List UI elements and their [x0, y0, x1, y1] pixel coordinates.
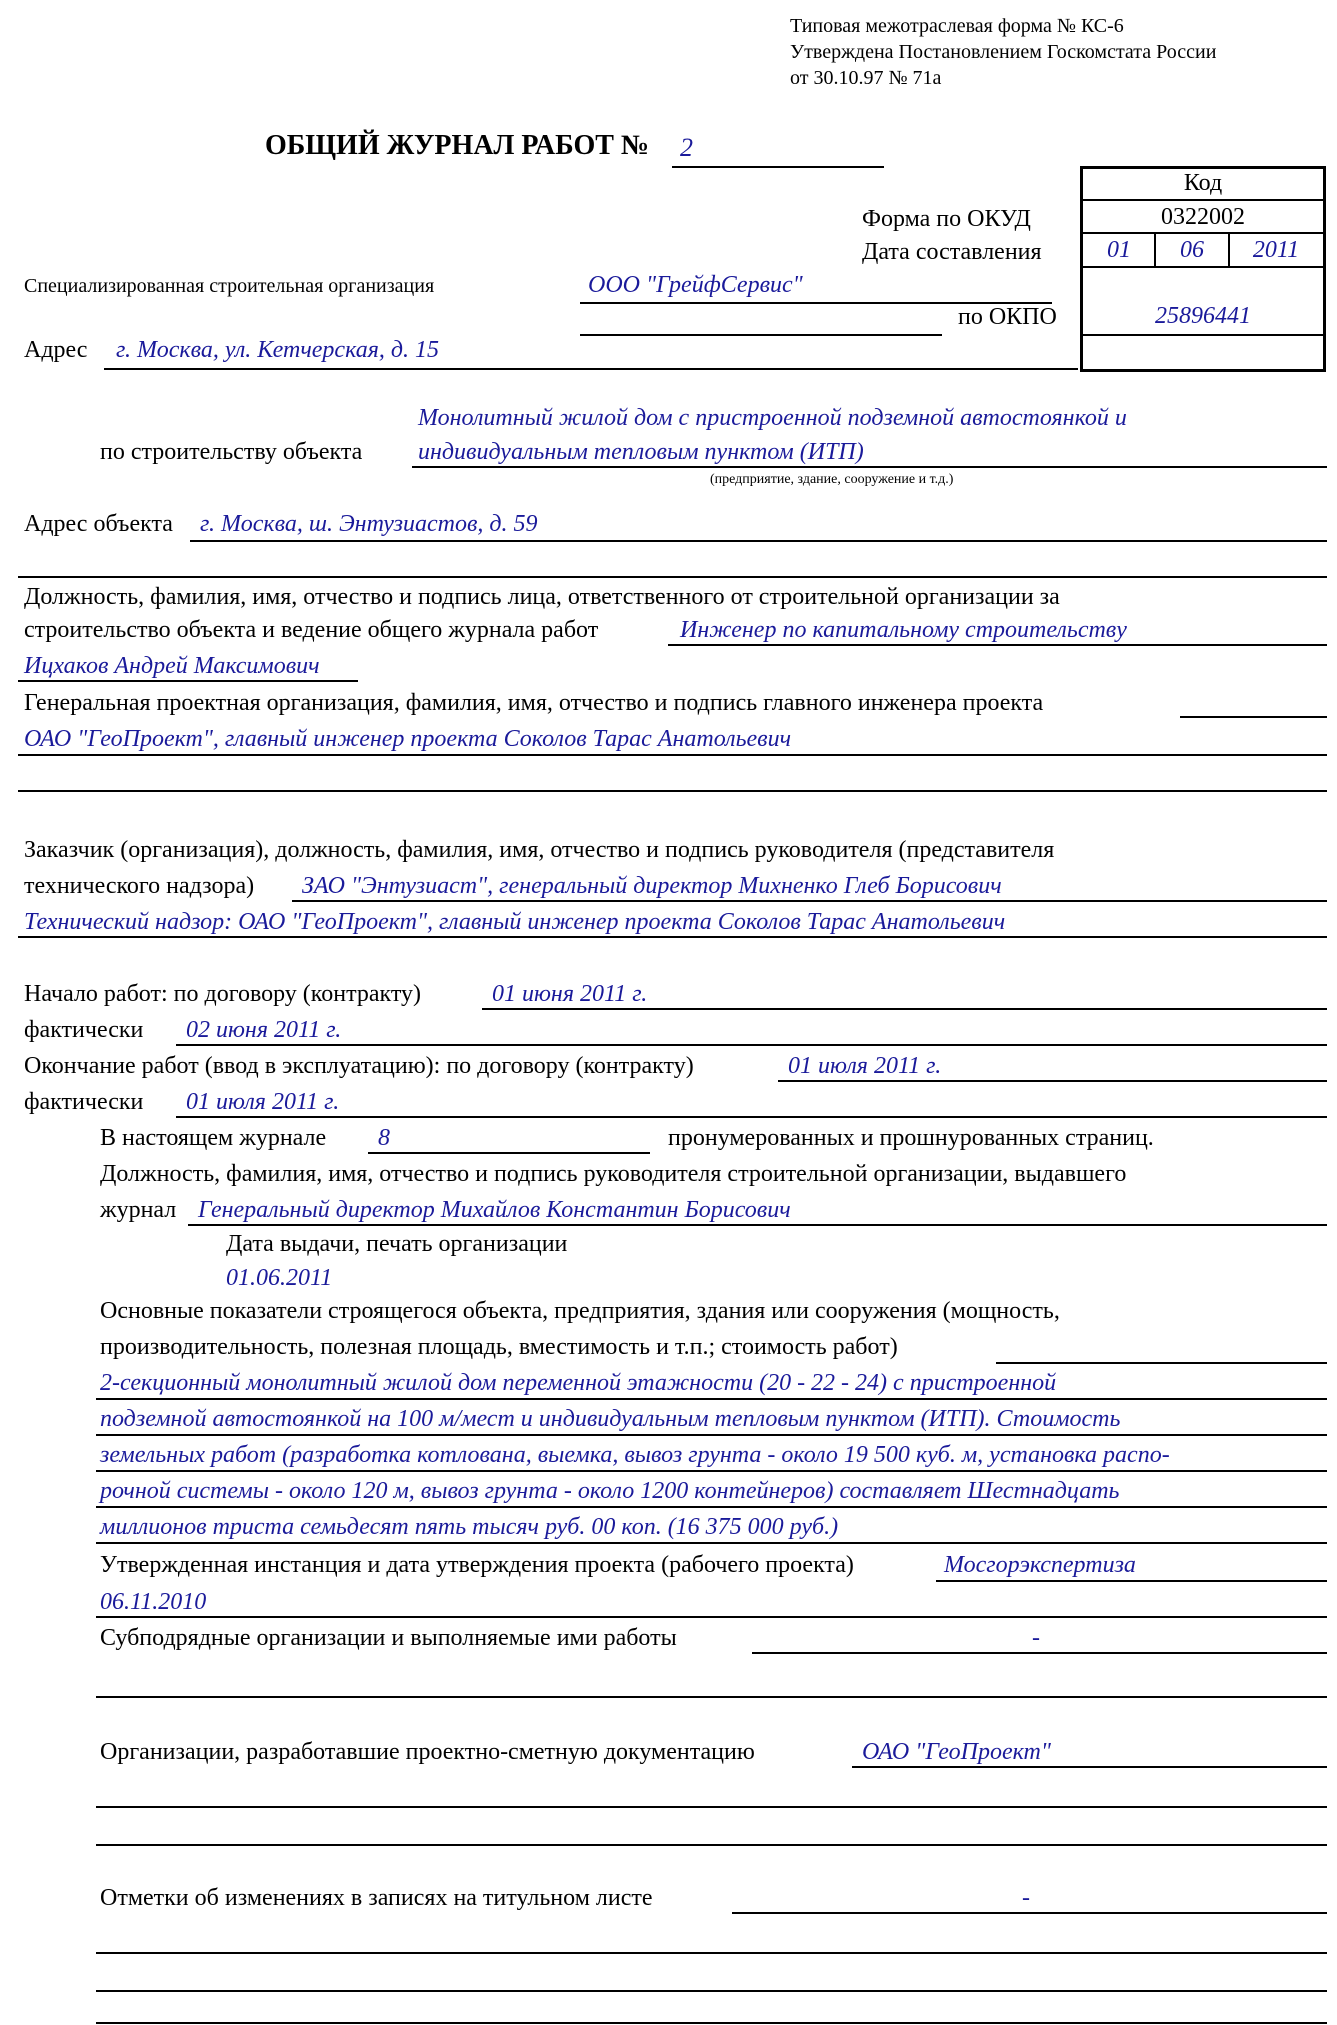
date-day[interactable]: 01 [1107, 237, 1131, 263]
issuer-line [188, 1224, 1327, 1226]
design-docs-line-3 [96, 1844, 1327, 1846]
subcontractors-line-2 [96, 1696, 1327, 1698]
pages-suffix: пронумерованных и прошнурованных страниц. [668, 1125, 1154, 1151]
organization-line-2 [580, 334, 942, 336]
organization-value[interactable]: ООО "ГрейфСервис" [588, 272, 803, 298]
approval-label: Утвержденная инстанция и дата утверждения проекта (рабочего проекта) [100, 1552, 854, 1578]
subcontractors-value[interactable]: - [1032, 1625, 1040, 1651]
address-value[interactable]: г. Москва, ул. Кетчерская, д. 15 [116, 337, 439, 363]
changes-line-2 [96, 1952, 1327, 1954]
changes-line [732, 1912, 1327, 1914]
indicators-line [96, 1398, 1327, 1400]
responsible-value-line2[interactable]: Ицхаков Андрей Максимович [24, 653, 320, 679]
organization-label: Специализированная строительная организация [24, 275, 435, 297]
address-label: Адрес [24, 337, 88, 363]
end-actual-line [176, 1116, 1327, 1118]
object-hint: (предприятие, здание, сооружение и т.д.) [710, 472, 954, 487]
object-address-value[interactable]: г. Москва, ш. Энтузиастов, д. 59 [200, 511, 538, 537]
end-actual[interactable]: 01 июля 2011 г. [186, 1089, 340, 1115]
pages-value[interactable]: 8 [378, 1125, 390, 1151]
code-row-divider [1080, 266, 1326, 268]
responsible-line-2 [18, 680, 358, 682]
indicators-label-line2: производительность, полезная площадь, вместимость и т.п.; стоимость работ) [100, 1334, 898, 1360]
issuer-label-line2: журнал [100, 1197, 177, 1223]
start-contract-line [482, 1008, 1327, 1010]
responsible-line [668, 644, 1327, 646]
indicators-line [996, 1362, 1327, 1364]
code-header: Код [1183, 170, 1223, 196]
responsible-label-line2: строительство объекта и ведение общего журнала работ [24, 617, 599, 643]
responsible-label-line1: Должность, фамилия, имя, отчество и подпись лица, ответственного от строительной организации за [24, 584, 1060, 610]
issue-date-value[interactable]: 01.06.2011 [226, 1265, 333, 1291]
customer-label-line2: технического надзора) [24, 873, 255, 899]
changes-line-4 [96, 2022, 1327, 2024]
object-address-label: Адрес объекта [24, 511, 173, 537]
design-org-value[interactable]: ОАО "ГеоПроект", главный инженер проекта Соколов Тарас Анатольевич [24, 726, 792, 752]
pages-label: В настоящем журнале [100, 1125, 327, 1151]
object-value-line1[interactable]: Монолитный жилой дом с пристроенной подземной автостоянкой и [418, 405, 1127, 431]
customer-value-line2[interactable]: Технический надзор: ОАО "ГеоПроект", главный инженер проекта Соколов Тарас Анатольевич [24, 909, 1006, 935]
indicators-line [96, 1506, 1327, 1508]
organization-line [580, 302, 1052, 304]
start-contract[interactable]: 01 июня 2011 г. [492, 981, 648, 1007]
issuer-label-line1: Должность, фамилия, имя, отчество и подпись руководителя строительной организации, выдавшего [100, 1161, 1127, 1187]
design-org-label: Генеральная проектная организация, фамилия, имя, отчество и подпись главного инженера проекта [24, 690, 1044, 716]
start-actual[interactable]: 02 июня 2011 г. [186, 1017, 342, 1043]
design-docs-line [852, 1766, 1327, 1768]
approval-value[interactable]: Мосгорэкспертиза [944, 1552, 1136, 1578]
design-org-line-end [1180, 716, 1327, 718]
date-label: Дата составления [862, 239, 1042, 265]
okud-label: Форма по ОКУД [862, 206, 1031, 232]
indicators-line [96, 1434, 1327, 1436]
design-docs-value[interactable]: ОАО "ГеоПроект" [862, 1739, 1051, 1765]
start-label: Начало работ: по договору (контракту) [24, 981, 422, 1007]
customer-label-line1: Заказчик (организация), должность, фамилия, имя, отчество и подпись руководителя (представителя [24, 837, 1055, 863]
indicators-text[interactable]: земельных работ (разработка котлована, выемка, вывоз грунта - около 19 500 куб. м, установка распо- [100, 1442, 1170, 1468]
blank-line [18, 576, 1327, 578]
customer-line-2 [18, 936, 1327, 938]
indicators-label-line1: Основные показатели строящегося объекта, предприятия, здания или сооружения (мощность, [100, 1298, 1060, 1324]
start-actual-line [176, 1044, 1327, 1046]
address-line [104, 368, 1078, 370]
form-date-line: от 30.10.97 № 71а [790, 67, 942, 89]
code-row-divider [1080, 334, 1326, 336]
indicators-text[interactable]: рочной системы - около 120 м, вывоз грунта - около 1200 контейнеров) составляет Шестнадцать [100, 1478, 1120, 1504]
object-label: по строительству объекта [100, 439, 363, 465]
end-actual-label: фактически [24, 1089, 144, 1115]
end-contract-line [778, 1080, 1327, 1082]
issuer-value[interactable]: Генеральный директор Михайлов Константин Борисович [198, 1197, 791, 1223]
journal-number-line [672, 166, 884, 168]
changes-label: Отметки об изменениях в записях на титульном листе [100, 1885, 653, 1911]
approval-date[interactable]: 06.11.2010 [100, 1589, 207, 1615]
design-docs-line-2 [96, 1806, 1327, 1808]
object-value-line2[interactable]: индивидуальным тепловым пунктом (ИТП) [418, 439, 864, 465]
object-line [412, 466, 1327, 468]
form-approval-line: Утверждена Постановлением Госкомстата России [790, 41, 1217, 63]
approval-line [936, 1580, 1327, 1582]
start-actual-label: фактически [24, 1017, 144, 1043]
page-title: ОБЩИЙ ЖУРНАЛ РАБОТ № [265, 130, 650, 161]
journal-number[interactable]: 2 [680, 133, 693, 162]
okpo-value[interactable]: 25896441 [1155, 303, 1251, 329]
indicators-line [96, 1470, 1327, 1472]
date-year[interactable]: 2011 [1252, 237, 1300, 263]
approval-line-2 [96, 1616, 1327, 1618]
okud-value: 0322002 [1161, 204, 1245, 230]
object-address-line [190, 540, 1327, 542]
blank-line [18, 790, 1327, 792]
end-contract[interactable]: 01 июля 2011 г. [788, 1053, 942, 1079]
end-label: Окончание работ (ввод в эксплуатацию): по договору (контракту) [24, 1053, 694, 1079]
indicators-text[interactable]: миллионов триста семьдесят пять тысяч руб. 00 коп. (16 375 000 руб.) [100, 1514, 839, 1540]
date-month[interactable]: 06 [1180, 237, 1204, 263]
responsible-value-line1[interactable]: Инженер по капитальному строительству [680, 617, 1127, 643]
customer-line [292, 900, 1327, 902]
okpo-label: по ОКПО [958, 304, 1057, 330]
issue-date-label: Дата выдачи, печать организации [226, 1231, 568, 1257]
code-row-divider [1080, 232, 1326, 234]
indicators-line [96, 1542, 1327, 1544]
design-docs-label: Организации, разработавшие проектно-сметную документацию [100, 1739, 755, 1765]
pages-line [368, 1152, 650, 1154]
indicators-text[interactable]: 2-секционный монолитный жилой дом переменной этажности (20 - 22 - 24) с пристроенной [100, 1370, 1057, 1396]
changes-value[interactable]: - [1022, 1885, 1030, 1911]
subcontractors-label: Субподрядные организации и выполняемые ими работы [100, 1625, 677, 1651]
changes-line-3 [96, 1990, 1327, 1992]
form-type-line: Типовая межотраслевая форма № КС-6 [790, 15, 1124, 37]
design-org-line [18, 754, 1327, 756]
code-row-divider [1080, 199, 1326, 201]
indicators-text[interactable]: подземной автостоянкой на 100 м/мест и индивидуальным тепловым пунктом (ИТП). Стоимость [100, 1406, 1121, 1432]
subcontractors-line [752, 1652, 1327, 1654]
customer-value-line1[interactable]: ЗАО "Энтузиаст", генеральный директор Михненко Глеб Борисович [302, 873, 1002, 899]
